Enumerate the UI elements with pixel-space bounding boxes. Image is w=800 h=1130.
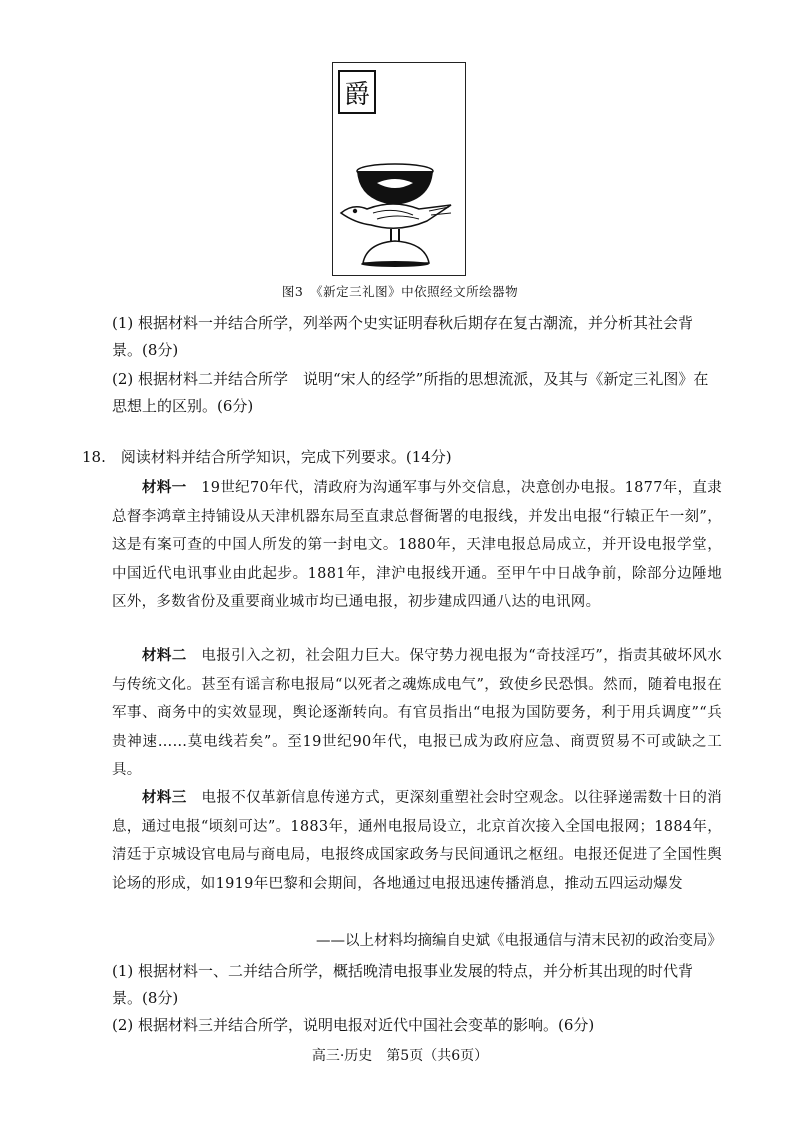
page-footer: 高三·历史 第5页（共6页） xyxy=(311,1048,489,1064)
material-3-label: 材料三 xyxy=(142,789,187,806)
q18-sub1: (1) 根据材料一、二并结合所学，概括晚清电报事业发展的特点，并分析其出现的时代背景。(8分) xyxy=(112,962,694,1007)
material-2-text: 电报引入之初，社会阻力巨大。保守势力视电报为“奇技淫巧”，指责其破坏风水与传统文化。甚至有谣言称电报局“以死者之魂炼成电气”，致使乡民恐惧。然而，随着电报在军事、商务中的实效显现，舆论逐渐转向。有官员指出“电报为国防要务，利于用兵调度”“兵贵神速……莫电线若矣”。至19世纪90年代，电报已成为政府应急、商贾贸易不可或缺之工具。 xyxy=(112,648,722,778)
material-source: ——以上材料均摘编自史斌《电报通信与清末民初的政治变局》 xyxy=(316,933,722,949)
material-3-text: 电报不仅革新信息传递方式，更深刻重塑社会时空观念。以往驿递需数十日的消息，通过电报“顷刻可达”。1883年，通州电报局设立，北京首次接入全国电报网；1884年，清廷于京城设官电局与商电局，电报终成国家政务与民间通讯之枢纽。电报还促进了全国性舆论场的形成，如1919年巴黎和会期间，各地通过电报迅速传播消息，推动五四运动爆发 xyxy=(112,790,722,892)
material-1 xyxy=(112,474,722,617)
seal-glyph: 爵 xyxy=(343,80,371,110)
material-2 xyxy=(112,642,722,785)
figure-caption: 图3 《新定三礼图》中依照经文所绘器物 xyxy=(281,284,519,299)
material-1-label: 材料一 xyxy=(142,479,187,496)
q18-heading: 18. 阅读材料并结合所学知识，完成下列要求。(14分) xyxy=(82,448,452,466)
q18-sub2: (2) 根据材料三并结合所学，说明电报对近代中国社会变革的影响。(6分) xyxy=(112,1016,595,1034)
q17-sub2: (2) 根据材料二并结合所学 说明“宋人的经学”所指的思想流派，及其与《新定三礼图》在思想上的区别。(6分) xyxy=(112,370,709,415)
material-1-text: 19世纪70年代，清政府为沟通军事与外交信息，决意创办电报。1877年，直隶总督李鸿章主持铺设从天津机器东局至直隶总督衙署的电报线，并发出电报“行辕正午一刻”，这是有案可查的中国人所发的第一封电文。1880年，天津电报总局成立，并开设电报学堂，中国近代电讯事业由此起步。1881年，津沪电报线开通。至甲午中日战争前，除部分边陲地区外，多数省份及重要商业城市均已通电报，初步建成四通八达的电讯网。 xyxy=(112,480,722,610)
q17-sub1: (1) 根据材料一并结合所学，列举两个史实证明春秋后期存在复古潮流，并分析其社会背景。(8分) xyxy=(112,314,694,359)
material-3 xyxy=(112,784,722,898)
figure-illustration xyxy=(332,62,466,276)
material-2-label: 材料二 xyxy=(142,647,187,664)
